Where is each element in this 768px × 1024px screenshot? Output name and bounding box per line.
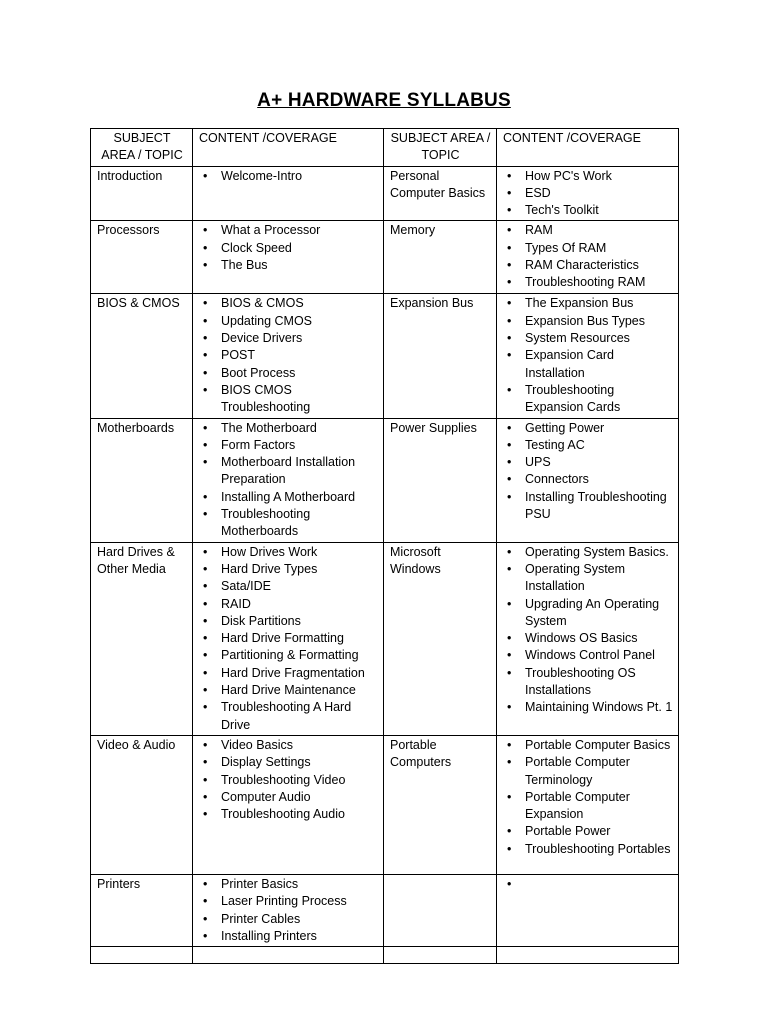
list-item: • Updating CMOS bbox=[199, 313, 378, 330]
list-item: • Troubleshooting RAM bbox=[503, 274, 673, 291]
list-item: • RAM Characteristics bbox=[503, 257, 673, 274]
topic-cell: Microsoft Windows bbox=[384, 542, 497, 735]
topic-cell: Power Supplies bbox=[384, 418, 497, 542]
list-item: • Display Settings bbox=[199, 754, 378, 771]
list-item: • Troubleshooting A Hard Drive bbox=[199, 699, 378, 734]
empty-cell bbox=[91, 947, 193, 964]
list-item: • Troubleshooting Motherboards bbox=[199, 506, 378, 541]
list-item: • System Resources bbox=[503, 330, 673, 347]
content-cell bbox=[193, 542, 384, 735]
table-row bbox=[91, 166, 679, 221]
list-item: • The Motherboard bbox=[199, 420, 378, 437]
list-item: • Operating System Basics. bbox=[503, 544, 673, 561]
list-item: • Troubleshooting OS Installations bbox=[503, 665, 673, 700]
list-item: • POST bbox=[199, 347, 378, 364]
list-item: • Troubleshooting Audio bbox=[199, 806, 378, 823]
content-cell bbox=[497, 294, 679, 418]
topic-cell: Memory bbox=[384, 221, 497, 294]
list-item: • Expansion Bus Types bbox=[503, 313, 673, 330]
list-item: • Tech's Toolkit bbox=[503, 202, 673, 219]
list-item: • Getting Power bbox=[503, 420, 673, 437]
table-row bbox=[91, 294, 679, 418]
list-item: • Welcome-Intro bbox=[199, 168, 378, 185]
list-item: • Computer Audio bbox=[199, 789, 378, 806]
header-content-coverage-2: CONTENT /COVERAGE bbox=[497, 129, 679, 167]
list-item: • Operating System Installation bbox=[503, 561, 673, 596]
list-item: • The Expansion Bus bbox=[503, 295, 673, 312]
list-item: • How Drives Work bbox=[199, 544, 378, 561]
list-item: • Portable Power bbox=[503, 823, 673, 840]
topic-cell: Processors bbox=[91, 221, 193, 294]
list-item: • RAM bbox=[503, 222, 673, 239]
topic-cell: Expansion Bus bbox=[384, 294, 497, 418]
content-cell bbox=[497, 542, 679, 735]
table-row bbox=[91, 542, 679, 735]
list-item: • Portable Computer Expansion bbox=[503, 789, 673, 824]
topic-cell: Portable Computers bbox=[384, 735, 497, 874]
table-row bbox=[91, 221, 679, 294]
content-cell bbox=[497, 166, 679, 221]
content-cell bbox=[497, 874, 679, 946]
empty-cell bbox=[497, 947, 679, 964]
list-item: • What a Processor bbox=[199, 222, 378, 239]
list-item: • Types Of RAM bbox=[503, 240, 673, 257]
list-item: • Connectors bbox=[503, 471, 673, 488]
content-cell bbox=[193, 294, 384, 418]
list-item: • Maintaining Windows Pt. 1 bbox=[503, 699, 673, 716]
topic-cell: Motherboards bbox=[91, 418, 193, 542]
content-cell bbox=[193, 221, 384, 294]
topic-cell: Printers bbox=[91, 874, 193, 946]
content-cell bbox=[497, 418, 679, 542]
list-item: • Partitioning & Formatting bbox=[199, 647, 378, 664]
topic-cell: Hard Drives & Other Media bbox=[91, 542, 193, 735]
list-item: • Printer Basics bbox=[199, 876, 378, 893]
content-cell bbox=[193, 166, 384, 221]
list-item: • UPS bbox=[503, 454, 673, 471]
list-item: • Disk Partitions bbox=[199, 613, 378, 630]
list-item: • Troubleshooting Expansion Cards bbox=[503, 382, 673, 417]
content-cell bbox=[193, 735, 384, 874]
list-item: • Troubleshooting Video bbox=[199, 772, 378, 789]
list-item: • Sata/IDE bbox=[199, 578, 378, 595]
syllabus-table bbox=[90, 128, 679, 964]
list-item: • How PC's Work bbox=[503, 168, 673, 185]
list-item: • Boot Process bbox=[199, 365, 378, 382]
list-item: • Portable Computer Terminology bbox=[503, 754, 673, 789]
list-item: • Hard Drive Maintenance bbox=[199, 682, 378, 699]
list-item: • Portable Computer Basics bbox=[503, 737, 673, 754]
list-item: • Device Drivers bbox=[199, 330, 378, 347]
list-item: • Windows OS Basics bbox=[503, 630, 673, 647]
table-row bbox=[91, 874, 679, 946]
header-subject-area-1: SUBJECT AREA / TOPIC bbox=[91, 129, 193, 167]
list-item: • Troubleshooting Portables bbox=[503, 841, 673, 858]
document-title: A+ HARDWARE SYLLABUS bbox=[257, 90, 511, 111]
list-item: • Form Factors bbox=[199, 437, 378, 454]
list-item: • BIOS CMOS Troubleshooting bbox=[199, 382, 378, 417]
content-cell bbox=[497, 735, 679, 874]
list-item: • Upgrading An Operating System bbox=[503, 596, 673, 631]
list-item: • Laser Printing Process bbox=[199, 893, 378, 910]
list-item: • Installing Printers bbox=[199, 928, 378, 945]
list-item: • Video Basics bbox=[199, 737, 378, 754]
table-row bbox=[91, 735, 679, 874]
topic-cell: Video & Audio bbox=[91, 735, 193, 874]
table-header-row bbox=[91, 129, 679, 167]
list-item: • Hard Drive Fragmentation bbox=[199, 665, 378, 682]
list-item: • Motherboard Installation Preparation bbox=[199, 454, 378, 489]
list-item: • Clock Speed bbox=[199, 240, 378, 257]
list-item: • Installing A Motherboard bbox=[199, 489, 378, 506]
topic-cell: BIOS & CMOS bbox=[91, 294, 193, 418]
content-cell bbox=[193, 418, 384, 542]
list-item: • BIOS & CMOS bbox=[199, 295, 378, 312]
list-item: • Installing Troubleshooting PSU bbox=[503, 489, 673, 524]
topic-cell bbox=[384, 874, 497, 946]
empty-table-row bbox=[91, 947, 679, 964]
content-cell bbox=[497, 221, 679, 294]
list-item: • The Bus bbox=[199, 257, 378, 274]
list-item: • Windows Control Panel bbox=[503, 647, 673, 664]
header-content-coverage-1: CONTENT /COVERAGE bbox=[193, 129, 384, 167]
empty-cell bbox=[384, 947, 497, 964]
list-item: • Expansion Card Installation bbox=[503, 347, 673, 382]
header-subject-area-2: SUBJECT AREA / TOPIC bbox=[384, 129, 497, 167]
empty-cell bbox=[193, 947, 384, 964]
list-item: • Testing AC bbox=[503, 437, 673, 454]
list-item: • Printer Cables bbox=[199, 911, 378, 928]
content-cell bbox=[193, 874, 384, 946]
table-row bbox=[91, 418, 679, 542]
list-item: • Hard Drive Types bbox=[199, 561, 378, 578]
topic-cell: Introduction bbox=[91, 166, 193, 221]
topic-cell: Personal Computer Basics bbox=[384, 166, 497, 221]
list-item: • ESD bbox=[503, 185, 673, 202]
list-item: • RAID bbox=[199, 596, 378, 613]
list-item: • Hard Drive Formatting bbox=[199, 630, 378, 647]
